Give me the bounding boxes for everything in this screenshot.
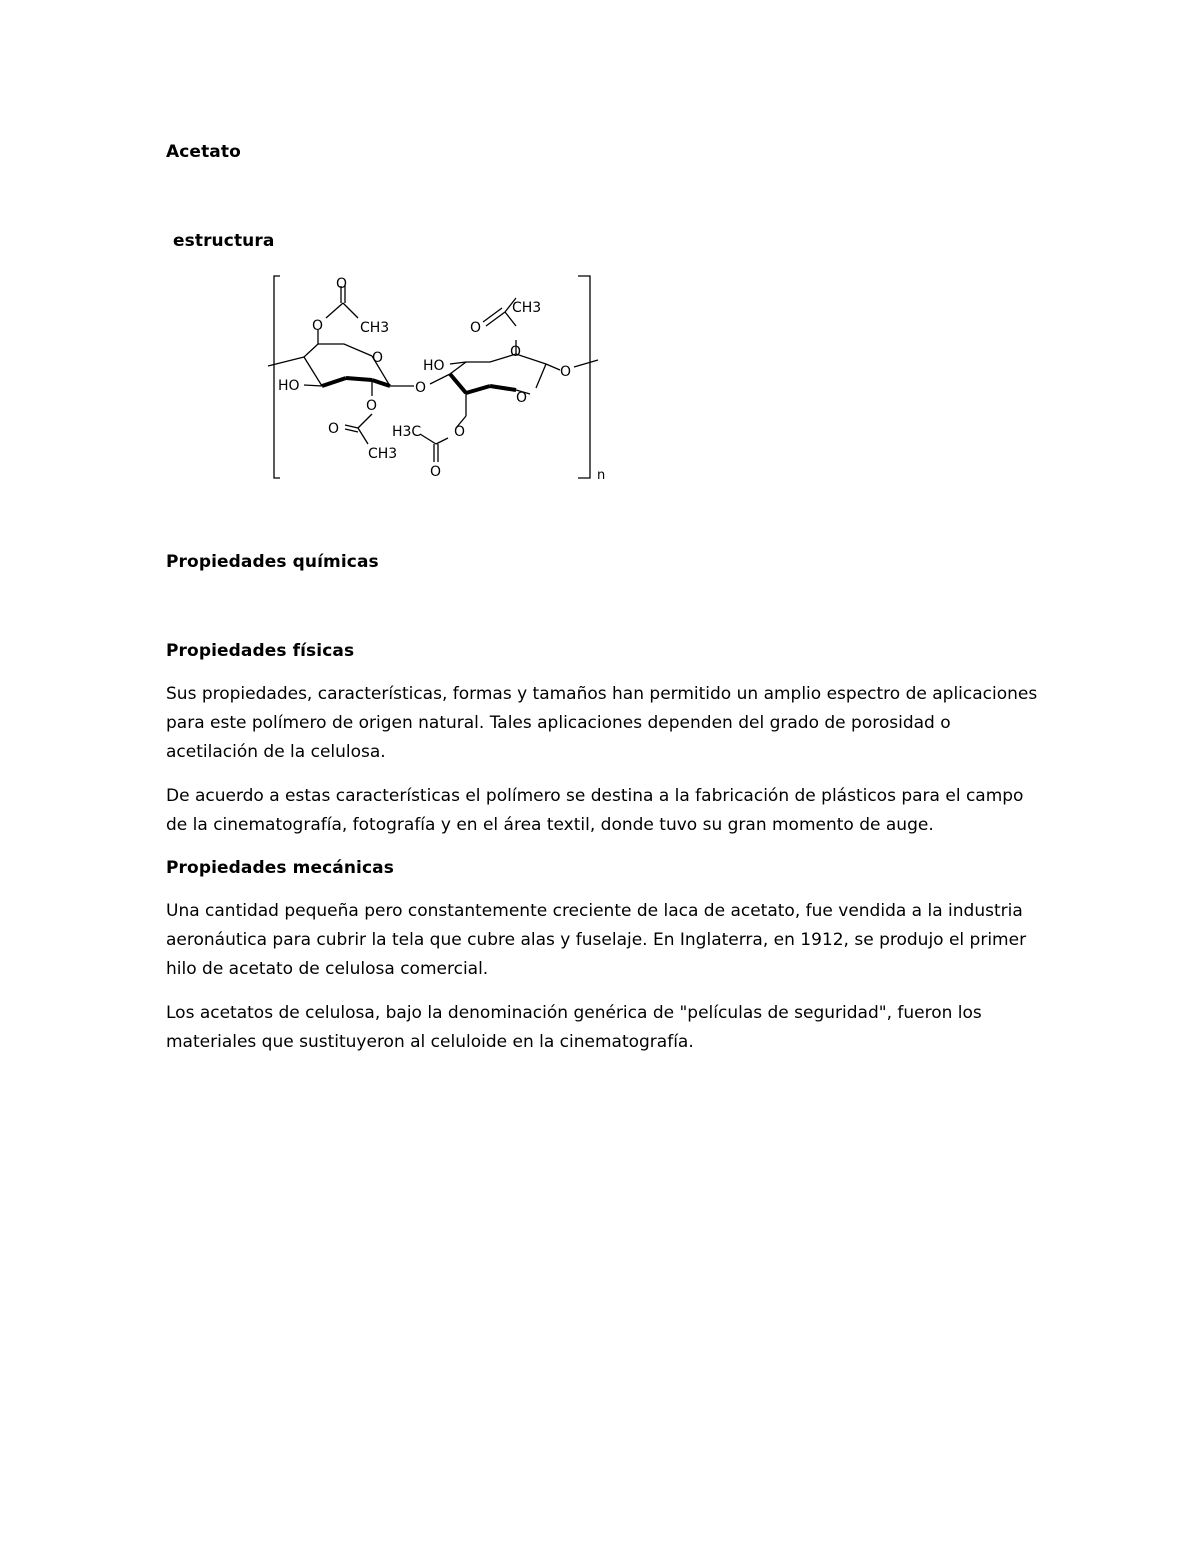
- bond-ch3-lower-left: [358, 428, 368, 444]
- right-bracket: [578, 276, 590, 478]
- bond-c-lower-left: [358, 414, 372, 428]
- left-ring-top: [304, 344, 372, 357]
- document-title: Acetato: [166, 142, 241, 162]
- bond-o-c-left-top: [326, 303, 343, 318]
- right-ring-top: [450, 354, 546, 374]
- right-ring-front-3: [490, 386, 516, 390]
- double-bond-lower-left-b: [345, 429, 358, 432]
- atom-o-2: O: [312, 318, 324, 334]
- structure-atoms: [278, 276, 605, 483]
- atom-ch3-1: CH3: [360, 320, 390, 336]
- double-bond-upper-right-b: [483, 308, 502, 322]
- bond-c-ch3-left-top: [343, 303, 358, 318]
- double-bond-upper-right-a: [486, 312, 505, 326]
- atom-o-4: O: [328, 421, 340, 437]
- right-ring-front-2: [466, 386, 490, 393]
- cellulose-acetate-structure-diagram: [260, 268, 610, 488]
- atom-o-5: O: [470, 320, 482, 336]
- paragraph-text: Los acetatos de celulosa, bajo la denominación genérica de "películas de seguridad", fueron los materiales que sustituyeron al celuloide en la cinematografía.: [166, 1003, 982, 1052]
- atom-ho-2: HO: [423, 358, 445, 374]
- atom-o-6: O: [510, 344, 522, 360]
- atom-o-8: O: [454, 424, 466, 440]
- atom-h3c: H3C: [392, 424, 422, 440]
- glycosidic-bond-2: [430, 374, 450, 384]
- paragraph-text: Una cantidad pequeña pero constantemente creciente de laca de acetato, fue vendida a la industria aeronáutica para cubrir la tela que cubre alas y fuselaje. En Inglaterra, en 1912, se produjo el primer hilo de acetato de celulosa comercial.: [166, 901, 1027, 979]
- atom-ch3-2: CH3: [368, 446, 398, 462]
- atom-o-9: O: [430, 464, 442, 480]
- atom-ho-1: HO: [278, 378, 300, 394]
- bond-c-lower-right: [436, 438, 448, 444]
- left-ring-side: [304, 357, 322, 386]
- atom-o-ring-1: O: [372, 350, 384, 366]
- physical-properties-heading: Propiedades físicas: [166, 641, 355, 661]
- atom-o-1: O: [336, 276, 348, 292]
- paragraph-text: Sus propiedades, características, formas y tamaños han permitido un amplio espectro de aplicaciones para este polímero de origen natural. Tales aplicaciones dependen del grado de porosidad o acetilación de la celulosa.: [166, 684, 1038, 762]
- left-ring-front-2: [346, 378, 372, 380]
- chemical-properties-heading: Propiedades químicas: [166, 552, 379, 572]
- bond-h3c-lower-right: [420, 434, 436, 444]
- double-bond-lower-left-a: [345, 425, 358, 428]
- atom-n-subscript: n: [597, 468, 606, 483]
- right-exit-bond: [546, 364, 560, 370]
- bond-ho-left: [304, 385, 322, 386]
- paragraph-text: De acuerdo a estas características el polímero se destina a la fabricación de plásticos para el campo de la cinematografía, fotografía y en el área textil, donde tuvo su gran momento de auge.: [166, 786, 1024, 835]
- structure-label: estructura: [173, 231, 275, 251]
- mechanical-paragraph-1: [166, 897, 1046, 984]
- atom-o-ring-2: O: [516, 390, 528, 406]
- physical-paragraph-1: [166, 680, 1046, 767]
- atom-o-3: O: [366, 398, 378, 414]
- atom-ch3-3: CH3: [512, 300, 542, 316]
- structure-bonds: [268, 276, 598, 478]
- atom-o-link: O: [415, 380, 427, 396]
- atom-o-7: O: [560, 364, 572, 380]
- right-ring-side: [536, 364, 546, 388]
- right-ring-front-1: [450, 374, 466, 393]
- mechanical-paragraph-2: [166, 999, 1046, 1057]
- right-chain-bond: [574, 360, 598, 367]
- left-bracket: [274, 276, 280, 478]
- left-ring-front-1: [322, 378, 346, 386]
- mechanical-properties-heading: Propiedades mecánicas: [166, 858, 394, 878]
- physical-paragraph-2: [166, 782, 1046, 840]
